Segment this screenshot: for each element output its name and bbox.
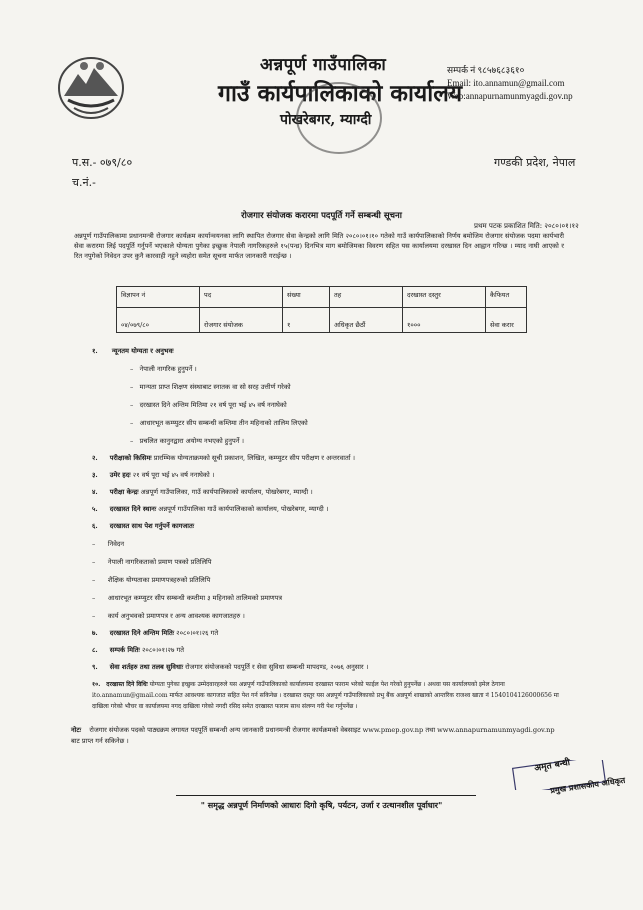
list-item: – कार्य अनुभवको प्रमाणपत्र र अन्य आवश्यक कागजातहरु । bbox=[92, 612, 245, 620]
office-stamp bbox=[296, 82, 382, 154]
notice-body: अन्नपूर्ण गाउँपालिकामा प्रधानमन्त्री रोजगार कार्यक्रम कार्यान्वयनका लागि स्थापित रोजगार सेवा केन्द्रको लागि मिति २०८०।०१।१० गतेको गाउँ कार्यपालिकाको निर्णय बमोजिम रोजगार संयोजक पदमा कार्यभारी सेवा करारमा लिई पदपूर्ति गर्नुपर्ने भएकाले योग्यता पुगेका इच्छुक नेपाली नागरिकहरुले १५(पन्ध्र) दिनभित्र माग बमोजिमका विवरण सहित यस कार्यालयमा दरखास्त दिन आह्वान गरिन्छ । म्याद नाघी आएको र रित नपुगेको निवेदन उपर कुनै कारवाही नहुने व्यहोरा समेत सूचना मार्फत जानकारी गराईन्छ । bbox=[74, 232, 564, 260]
municipality-name: अन्नपूर्ण गाउँपालिका bbox=[260, 55, 387, 75]
note-text: www.annapurnamunmyagdi.gov.np बाट प्राप्त गर्न सकिनेछ । bbox=[71, 726, 555, 745]
table-cell: १००० bbox=[403, 308, 486, 333]
item-text: प्रारम्भिक योग्यताक्रमको सूची प्रकाशन, लिखित, कम्प्युटर सीप परीक्षण र अन्तरवार्ता । bbox=[153, 454, 356, 462]
list-item: – नेपाली नागरिक हुनुपर्ने । bbox=[130, 365, 197, 373]
item-text: २०८०।०१।२६ गते bbox=[176, 629, 219, 637]
list-item bbox=[92, 679, 572, 712]
item-number: ७. bbox=[92, 629, 98, 637]
item-label: न्यूनतम योग्यता र अनुभवः bbox=[111, 347, 174, 355]
table-cell: रोजगार संयोजक bbox=[200, 308, 283, 333]
col-header: पद bbox=[200, 287, 283, 308]
item-label: सेवा शर्तहरु तथा तलब सुविधाः bbox=[109, 663, 184, 671]
office-address: पोखरेबगर, म्याग्दी bbox=[280, 112, 372, 128]
document-text: आधारभूत कम्प्युटर सीप सम्बन्धी कम्तीमा ३ महिनाको तालिमको प्रमाणपत्र bbox=[107, 594, 283, 602]
table-header-row bbox=[117, 287, 527, 308]
footer-divider bbox=[176, 795, 476, 796]
item-label: सम्पर्क मितिः bbox=[109, 646, 140, 654]
item-text: साथ संलग्न गरी पेश गर्नुपर्नेछ । bbox=[290, 703, 358, 710]
list-item: – शैक्षिक योग्यताका प्रमाणपत्रहरुको प्रतिलिपि bbox=[92, 576, 211, 584]
note-block bbox=[71, 725, 561, 747]
list-item bbox=[92, 487, 313, 496]
qualification-text: मान्यता प्राप्त शिक्षण संस्थाबाट स्नातक वा सो सरह उत्तीर्ण गरेको bbox=[139, 383, 291, 391]
item-label: दरखास्त साथ पेश गर्नुपर्ने कागजातः bbox=[109, 522, 195, 530]
table-cell: सेवा करार bbox=[486, 308, 527, 333]
list-item bbox=[92, 346, 174, 355]
list-item bbox=[92, 645, 184, 654]
item-number: ९. bbox=[92, 663, 98, 671]
qualification-text: दरखास्त दिने अन्तिम मितिमा २१ वर्ष पूरा भई ४५ वर्ष ननाघेको bbox=[139, 401, 287, 409]
province-label: गण्डकी प्रदेश, नेपाल bbox=[494, 156, 576, 169]
item-label: परीक्षाको किसिमः bbox=[109, 454, 152, 462]
item-number: १०. bbox=[92, 681, 101, 688]
contact-phone: सम्पर्क नं ९८५७६८३६१० bbox=[447, 65, 525, 75]
letter-ref-number: प.स.- ०७९/८० bbox=[72, 156, 133, 169]
item-number: ४. bbox=[92, 488, 98, 496]
nepal-emblem-logo bbox=[56, 52, 126, 120]
list-item bbox=[92, 628, 218, 637]
item-number: ५. bbox=[92, 505, 98, 513]
list-item bbox=[92, 453, 355, 462]
list-item: – निवेदन bbox=[92, 540, 125, 548]
list-item: – प्रचलित कानुनद्वारा अयोग्य नभएको हुनुपर्ने । bbox=[130, 437, 244, 445]
item-number: ८. bbox=[92, 646, 98, 654]
item-text: रोजगार संयोजकको पदपूर्ति र सेवा सुविधा सम्बन्धी मापदण्ड, २०७६ अनुसार । bbox=[185, 663, 369, 671]
document-text: नेपाली नागरिकताको प्रमाण पत्रको प्रतिलिपि bbox=[107, 558, 212, 566]
list-item: – आधारभूत कम्प्युटर सीप सम्बन्धी कम्तिमा तीन महिनाको तालिम लिएको bbox=[130, 419, 308, 427]
signatory-title: प्रमुख प्रशासकीय अधिकृत bbox=[549, 774, 626, 796]
signatory-name: अमृत बन्धी bbox=[533, 757, 571, 775]
col-header: तह bbox=[330, 287, 403, 308]
item-label: परीक्षा केन्द्रः bbox=[109, 488, 139, 496]
qualification-text: प्रचलित कानुनद्वारा अयोग्य नभएको हुनुपर्ने । bbox=[139, 437, 244, 445]
item-number: ३. bbox=[92, 471, 98, 479]
notice-title: रोजगार संयोजक करारमा पदपूर्ति गर्ने सम्बन्धी सूचना bbox=[241, 211, 402, 221]
vacancy-table bbox=[116, 286, 527, 333]
note-label: नोटः bbox=[71, 726, 82, 734]
list-item: – दरखास्त दिने अन्तिम मितिमा २१ वर्ष पूरा भई ४५ वर्ष ननाघेको bbox=[130, 401, 287, 409]
list-item bbox=[92, 521, 194, 530]
table-row bbox=[117, 308, 527, 333]
footer-slogan: " समृद्ध अन्नपूर्ण निर्माणको आधारः दिगो कृषि, पर्यटन, उर्जा र उत्थानशील पूर्वाधार" bbox=[200, 800, 443, 810]
item-text: योग्यता पुगेका इच्छुक उम्मेदवारहरुले यस अन्नपूर्ण गाउँपालिकाको कार्यालयमा दरखास्त फाराम भरेको फाईल पेश गरेको हुनुपर्नेछ । अथवा यस bbox=[149, 681, 451, 688]
office-name: गाउँ कार्यपालिकाको कार्यालय bbox=[218, 80, 463, 107]
note-text: रोजगार संयोजक पदको पाठ्यक्रम लगायत पदपूर्ति सम्बन्धी अन्य जानकारी प्रधानमन्त्री रोजगार कार्यक्रमको वेबसाइट www.pmep.gov.np तथा bbox=[89, 726, 436, 734]
list-item bbox=[92, 504, 328, 513]
item-text: २०८०।०१।२७ गते bbox=[141, 646, 184, 654]
list-item: – आधारभूत कम्प्युटर सीप सम्बन्धी कम्तीमा ३ महिनाको तालिमको प्रमाणपत्र bbox=[92, 594, 283, 602]
col-header: विज्ञापन नं bbox=[117, 287, 200, 308]
dispatch-number: च.नं.- bbox=[72, 176, 96, 189]
item-text: कार्यालयको इमेल ठेगाना ito.annamun@gmail.com मार्फत आवश्यक कागजात सहित पेश गर्न सकिनेछ । दरखास्त दस्तुर यस अन्नपूर्ण गाउँपालिकाको प्रभु बैंक bbox=[92, 681, 505, 699]
item-text: अन्नपूर्ण शाखाको आन्तरिक राजश्व खाता नं 1540104126000656 मा दाखिला गरेको भौचर वा कार्यालयमा नगद दाखिला गरेको नगदी रसिद समेत दरखास्त फाराम bbox=[92, 692, 559, 710]
table-cell: ०४/०७९/८० bbox=[117, 308, 200, 333]
item-number: ६. bbox=[92, 522, 98, 530]
document-text: शैक्षिक योग्यताका प्रमाणपत्रहरुको प्रतिलिपि bbox=[107, 576, 211, 584]
qualification-text: आधारभूत कम्प्युटर सीप सम्बन्धी कम्तिमा तीन महिनाको तालिम लिएको bbox=[139, 419, 308, 427]
list-item: – नेपाली नागरिकताको प्रमाण पत्रको प्रतिलिपि bbox=[92, 558, 212, 566]
item-label: दरखास्त दिने अन्तिम मितिः bbox=[109, 629, 175, 637]
col-header: दरखास्त दस्तुर bbox=[403, 287, 486, 308]
qualification-text: नेपाली नागरिक हुनुपर्ने । bbox=[139, 365, 197, 373]
contact-block bbox=[447, 64, 573, 103]
contact-email[interactable]: Email: ito.annamun@gmail.com bbox=[447, 78, 565, 88]
item-number: १. bbox=[92, 347, 98, 355]
item-text: २१ वर्ष पूरा भई ४५ वर्ष ननाघेको । bbox=[132, 471, 215, 479]
item-number: २. bbox=[92, 454, 98, 462]
document-text: कार्य अनुभवको प्रमाणपत्र र अन्य आवश्यक कागजातहरु । bbox=[107, 612, 245, 620]
item-label: दरखास्त दिने स्थानः bbox=[109, 505, 157, 513]
document-text: निवेदन bbox=[107, 540, 125, 548]
item-label: दरखास्त दिने विधिः bbox=[106, 681, 148, 688]
table-cell: अधिकृत छैठौं bbox=[330, 308, 403, 333]
item-text: अन्नपूर्ण गाउँपालिका, गाउँ कार्यपालिकाको कार्यालय, पोखरेबगर, म्याग्दी । bbox=[140, 488, 313, 496]
publication-date: प्रथम पटक प्रकाशित मिति: २०८०।०१।१२ bbox=[474, 222, 579, 230]
table-cell: १ bbox=[283, 308, 330, 333]
col-header: संख्या bbox=[283, 287, 330, 308]
item-text: अन्नपूर्ण गाउँपालिका गाउँ कार्यपालिकाको कार्यालय, पोखरेबगर, म्याग्दी । bbox=[158, 505, 329, 513]
item-label: उमेर हदः bbox=[109, 471, 131, 479]
list-item: – मान्यता प्राप्त शिक्षण संस्थाबाट स्नातक वा सो सरह उत्तीर्ण गरेको bbox=[130, 383, 291, 391]
list-item bbox=[92, 662, 368, 671]
col-header: कैफियत bbox=[486, 287, 527, 308]
list-item bbox=[92, 470, 214, 479]
contact-web[interactable]: Web:annapurnamunmyagdi.gov.np bbox=[447, 91, 573, 101]
